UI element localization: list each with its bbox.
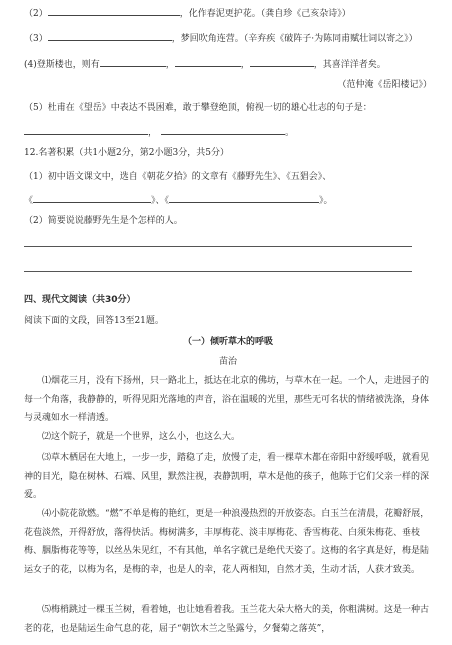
q11-item-4 xyxy=(24,57,432,71)
answer-line[interactable] xyxy=(24,271,412,272)
answer-blank[interactable] xyxy=(33,193,151,203)
q11-item-5-answer xyxy=(24,125,432,139)
q11-item-5 xyxy=(24,102,432,114)
answer-blank[interactable] xyxy=(250,57,314,67)
question-title: 12.名著积累（共1小题2分，第2小题3分，共5分） xyxy=(24,148,229,158)
answer-blank[interactable] xyxy=(134,6,180,16)
article-paragraph-3 xyxy=(24,449,432,505)
article-paragraph-1 xyxy=(24,372,432,428)
answer-blank[interactable] xyxy=(161,125,285,135)
q11-item-4-source xyxy=(24,79,432,91)
paragraph-text: ⑵这个院子，就是一个世界，这么小，也这么大。 xyxy=(42,432,241,442)
answer-line[interactable] xyxy=(24,246,412,247)
section-title xyxy=(24,294,432,306)
quote-mark: 《 xyxy=(24,196,34,206)
article-author xyxy=(24,356,432,368)
paragraph-text: ⑴烟花三月，没有下扬州，只一路北上，抵达在北京的佛坊，与草木在一起。一个人，走进园子的每一个角落，我静静的，听得见阳光落地的声音，浴在温暖的光里，那些无可名状的情绪被洗涤，身体与灵魂如水一样清透。 xyxy=(24,376,430,423)
article-title xyxy=(24,336,432,348)
answer-blank[interactable] xyxy=(48,31,172,41)
answer-blank[interactable] xyxy=(48,6,134,16)
section-instruction xyxy=(24,315,432,327)
separator: ， xyxy=(165,60,175,70)
item-text: （2）简要说说藤野先生是个怎样的人。 xyxy=(24,216,183,226)
item-text: ，其喜洋洋者矣。 xyxy=(313,60,386,70)
quote-mark: 》、《 xyxy=(151,196,170,206)
answer-blank[interactable] xyxy=(24,125,148,135)
answer-blank[interactable] xyxy=(175,57,241,67)
quote-mark: 》。 xyxy=(319,196,333,206)
separator: 。 xyxy=(285,128,295,138)
q11-item-2 xyxy=(24,6,432,20)
paragraph-text: ⑷小院花欲燃。“燃”不单是梅的艳红，更是一种浪漫热烈的开放姿态。白玉兰在清晨，花瓣舒展，花苞淡然，开得舒放，落得快活。梅树满多，丰厚梅花、淡丰厚梅花、香雪梅花、白须朱梅花、垂枝梅、胭脂梅花等等，以丝丛朱见红，不有其他，单名字就已是绝代天姿了。这梅的名字真是好，梅是陆运女子的花，以梅为名，是梅的幸，也是人的幸，花人两相知，自然才美，生动才活，人获才致美。 xyxy=(24,509,430,575)
separator: ， xyxy=(240,60,250,70)
item-number: （2） xyxy=(24,9,48,19)
q12-item-2 xyxy=(24,215,432,227)
separator: ， xyxy=(148,128,158,138)
item-number: （3） xyxy=(24,34,48,44)
item-text: （1）初中语文课文中，选自《朝花夕拾》的文章有《藤野先生》、《五猖会》、 xyxy=(24,172,332,182)
instruction-text: 阅读下面的文段，回答13至21题。 xyxy=(24,316,164,326)
article-paragraph-4 xyxy=(24,505,432,579)
article-paragraph-5 xyxy=(24,601,432,638)
q12-item-1-answer xyxy=(24,193,432,207)
q11-item-3 xyxy=(24,31,432,45)
paragraph-text: ⑸梅梢跳过一棵玉兰树，看着她，也让她看着我。玉兰花大朵大格大的美，你粗满树。这是一种古老的花，也是陆运生命气息的花，屈子“朝饮木兰之坠露兮，夕餐菊之落英”， xyxy=(24,605,430,634)
item-text: ，梦回吹角连营。（辛弃疾《破阵子·为陈同甫赋壮词以寄之》） xyxy=(171,34,418,44)
q12-item-1 xyxy=(24,171,432,183)
paragraph-text: ⑶草木栖居在大地上，一步一步，踏稳了走，放慢了走，看一棵草木都在帝阳中舒缓呼吸，就看见神的目光，隐在树林、石端、风里，默然注视，表静凯明，草木是他的孩子，他陈于它们父亲一样的深爱。 xyxy=(24,453,430,500)
answer-blank[interactable] xyxy=(100,57,166,67)
item-text: ，化作春泥更护花。（龚自珍《己亥杂诗》） xyxy=(179,9,351,19)
article-paragraph-2 xyxy=(24,428,432,447)
article-title-text: （一）倾听草木的呼吸 xyxy=(182,337,273,347)
section-heading: 四、现代文阅读（共30分） xyxy=(24,295,136,305)
source-citation: （范仲淹《岳阳楼记》） xyxy=(337,80,432,90)
item-prefix: (4)登斯楼也，则有 xyxy=(24,60,100,70)
q12-title xyxy=(24,147,432,159)
author-name: 苗治 xyxy=(218,357,237,367)
answer-blank[interactable] xyxy=(169,193,319,203)
item-text: （5）杜甫在《望岳》中表达不畏困难，敢于攀登绝顶，俯视一切的雄心壮志的句子是： xyxy=(24,103,372,113)
